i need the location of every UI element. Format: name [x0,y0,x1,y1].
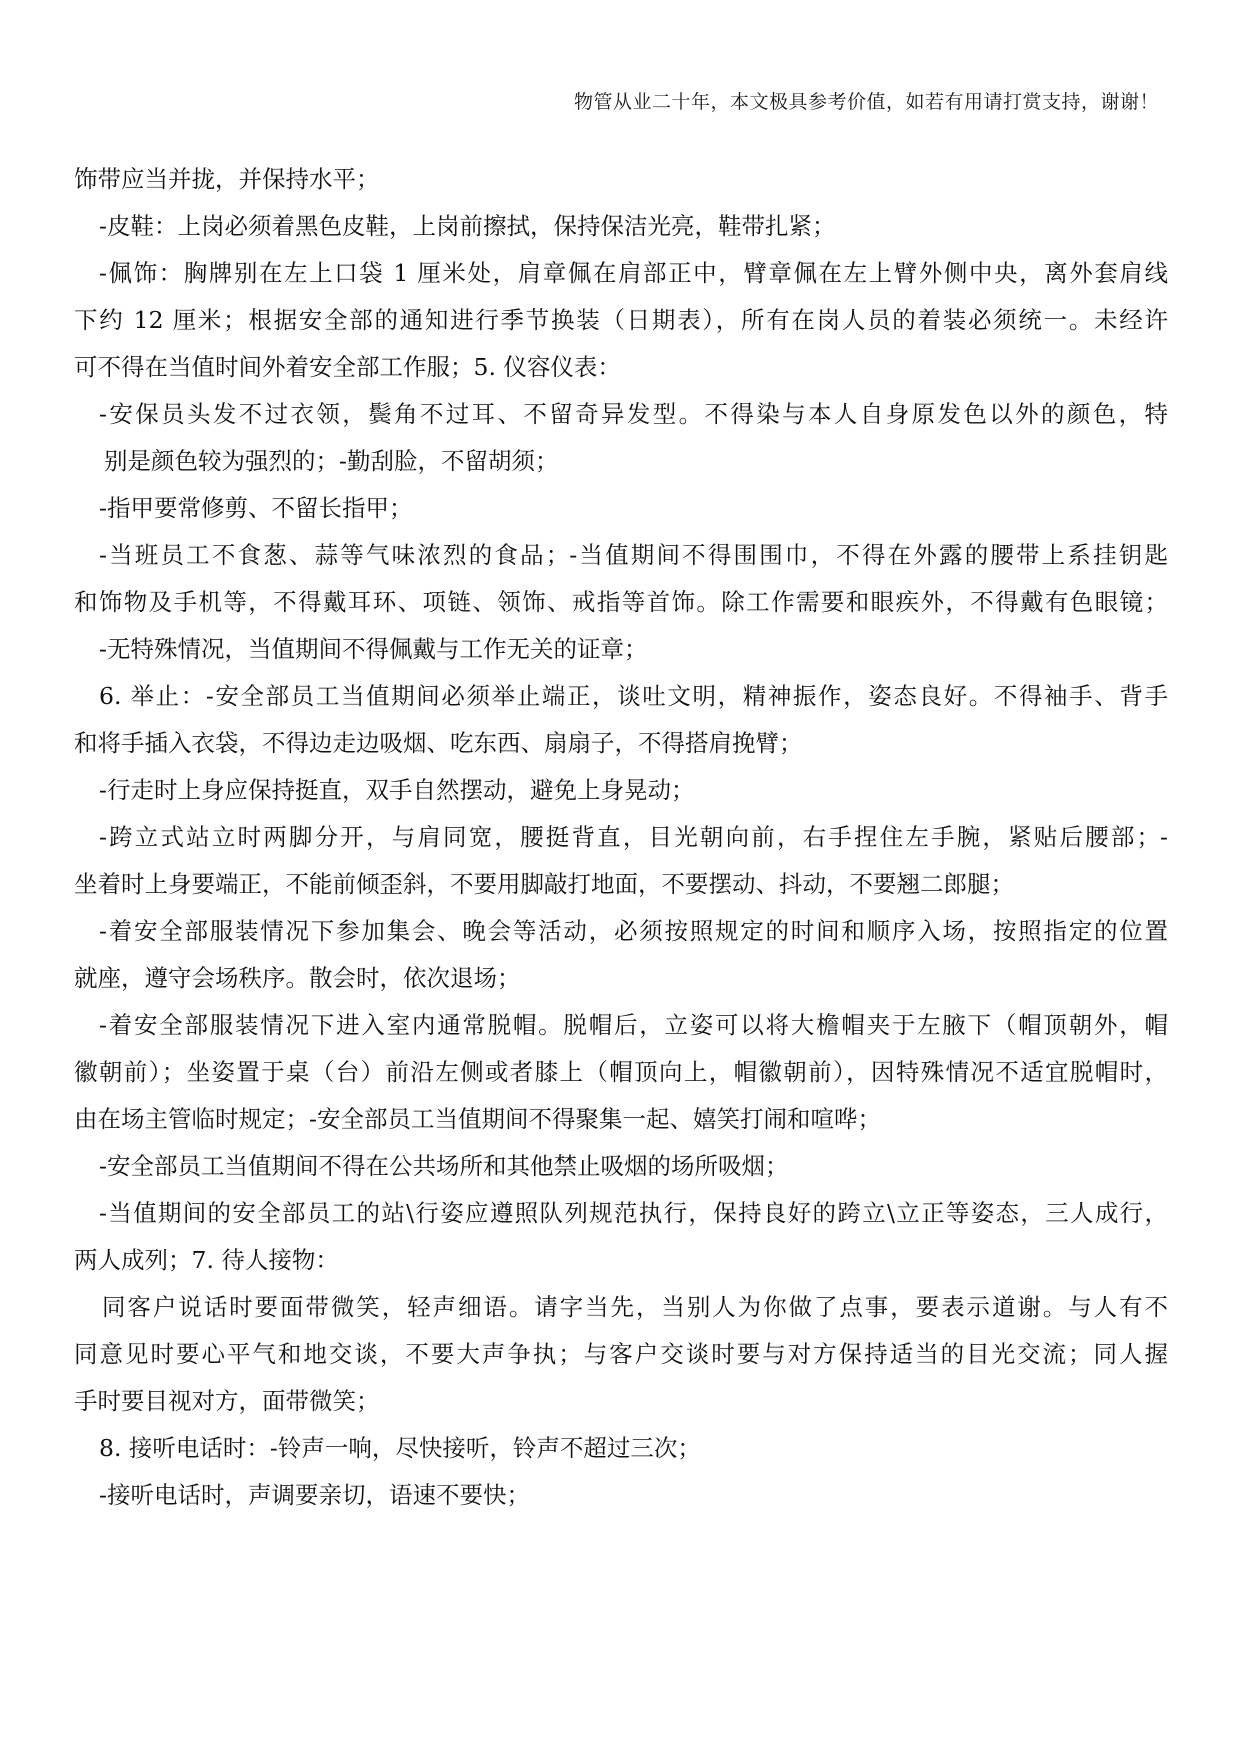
text-line: -着安全部服装情况下进入室内通常脱帽。脱帽后，立姿可以将大檐帽夹于左腋下（帽顶朝外，帽 [99,1011,1168,1039]
text-line: -无特殊情况，当值期间不得佩戴与工作无关的证章； [99,635,648,663]
text-line: -行走时上身应保持挺直，双手自然摆动，避免上身晃动； [99,776,695,804]
text-line: -跨立式站立时两脚分开，与肩同宽，腰挺背直，目光朝向前，右手捏住左手腕，紧贴后腰部；- [99,823,1168,851]
text-line: 坐着时上身要端正，不能前倾歪斜，不要用脚敲打地面，不要摆动、抖动，不要翘二郎腿； [74,870,1014,898]
text-line: 饰带应当并拢，并保持水平； [74,165,380,193]
text-line: 6. 举止：-安全部员工当值期间必须举止端正，谈吐文明，精神振作，姿态良好。不得袖手、背手 [99,682,1168,710]
header-note: 物管从业二十年，本文极具参考价值，如若有用请打赏支持，谢谢！ [573,91,1159,113]
text-line: 就座，遵守会场秩序。散会时，依次退场； [74,964,521,992]
text-line: 同客户说话时要面带微笑，轻声细语。请字当先，当别人为你做了点事，要表示道谢。与人有不 [102,1293,1168,1321]
text-line: -皮鞋：上岗必须着黑色皮鞋，上岗前擦拭，保持保洁光亮，鞋带扎紧； [99,212,836,240]
text-line: 徽朝前）；坐姿置于桌（台）前沿左侧或者膝上（帽顶向上，帽徽朝前），因特殊情况不适宜脱帽时， [74,1058,1168,1086]
text-line: -当值期间的安全部员工的站\行姿应遵照队列规范执行，保持良好的跨立\立正等姿态，三人成行， [99,1199,1168,1227]
text-line: 别是颜色较为强烈的；-勤刮脸，不留胡须； [104,447,559,475]
text-line: 可不得在当值时间外着安全部工作服；5. 仪容仪表： [74,353,621,381]
text-line: -安全部员工当值期间不得在公共场所和其他禁止吸烟的场所吸烟； [99,1152,789,1180]
text-line: 两人成列；7. 待人接物： [74,1246,339,1274]
text-line: -接听电话时，声调要亲切，语速不要快； [99,1481,530,1509]
text-line: -安保员头发不过衣领，鬓角不过耳、不留奇异发型。不得染与本人自身原发色以外的颜色，特 [99,400,1168,428]
text-line: 下约 12 厘米；根据安全部的通知进行季节换装（日期表），所有在岗人员的着装必须统一。未经许 [74,306,1168,334]
text-line: -着安全部服装情况下参加集会、晚会等活动，必须按照规定的时间和顺序入场，按照指定的位置 [99,917,1168,945]
text-line: 同意见时要心平气和地交谈，不要大声争执；与客户交谈时要与对方保持适当的目光交流；同人握 [74,1340,1168,1368]
text-line: 8. 接听电话时：-铃声一响，尽快接听，铃声不超过三次； [99,1434,701,1462]
text-line: -指甲要常修剪、不留长指甲； [99,494,413,522]
document-body [74,156,1168,1519]
text-line: 和将手插入衣袋，不得边走边吸烟、吃东西、扇扇子，不得搭肩挽臂； [74,729,803,757]
text-line: 由在场主管临时规定；-安全部员工当值期间不得聚集一起、嬉笑打闹和喧哗； [74,1105,881,1133]
text-line: 和饰物及手机等，不得戴耳环、项链、领饰、戒指等首饰。除工作需要和眼疾外，不得戴有色眼镜； [74,588,1168,616]
text-line: -佩饰：胸牌别在左上口袋 1 厘米处，肩章佩在肩部正中，臂章佩在左上臂外侧中央，离外套肩线 [99,259,1168,287]
text-line: 手时要目视对方，面带微笑； [74,1387,380,1415]
text-line: -当班员工不食葱、蒜等气味浓烈的食品；-当值期间不得围围巾，不得在外露的腰带上系挂钥匙 [99,541,1168,569]
